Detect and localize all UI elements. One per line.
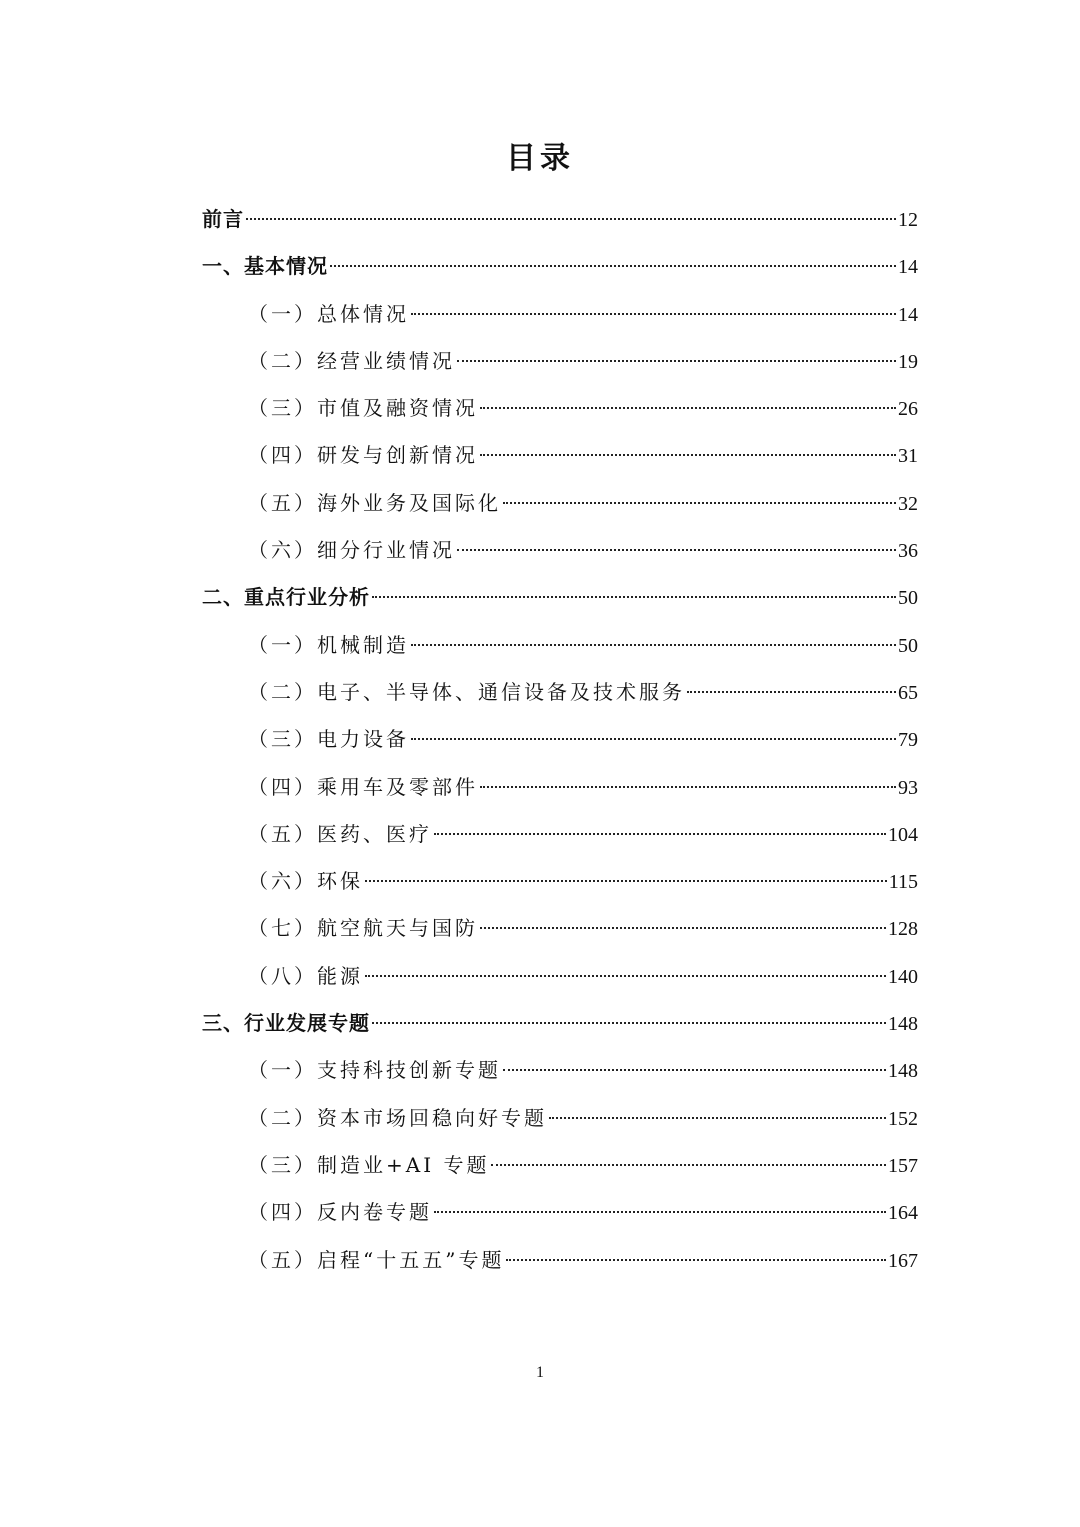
dot-leader <box>365 880 887 882</box>
toc-entry-label: 一、基本情况 <box>202 254 328 279</box>
dot-leader <box>549 1117 886 1119</box>
toc-entry <box>202 243 918 290</box>
toc-entry-page: 19 <box>898 350 918 373</box>
toc-entry <box>202 1142 918 1189</box>
toc-entry <box>202 574 918 621</box>
toc-entry-page: 115 <box>888 871 918 894</box>
table-of-contents <box>202 196 918 1284</box>
dot-leader <box>687 691 896 693</box>
toc-entry-page: 12 <box>898 209 918 231</box>
toc-entry-label: （一）机械制造 <box>248 632 409 657</box>
toc-title: 目录 <box>506 141 574 176</box>
toc-entry <box>202 480 918 527</box>
toc-entry-label: （一）支持科技创新专题 <box>248 1058 501 1083</box>
dot-leader <box>457 360 896 362</box>
toc-entry-page: 148 <box>888 1060 918 1083</box>
toc-entry <box>202 291 918 338</box>
toc-entry <box>202 953 918 1000</box>
toc-entry-page: 167 <box>888 1249 918 1272</box>
toc-entry <box>202 527 918 574</box>
toc-entry-page: 157 <box>888 1154 918 1177</box>
dot-leader <box>491 1164 886 1166</box>
toc-entry-page: 31 <box>898 445 918 468</box>
dot-leader <box>503 502 896 504</box>
toc-entry-label: （八）能源 <box>248 963 363 988</box>
toc-entry-page: 14 <box>898 256 918 279</box>
dot-leader <box>372 596 896 598</box>
dot-leader <box>503 1069 886 1071</box>
dot-leader <box>506 1259 886 1261</box>
toc-entry-page: 104 <box>888 823 918 846</box>
toc-entry-label: （四）乘用车及零部件 <box>248 774 478 799</box>
toc-entry-label: （四）研发与创新情况 <box>248 443 478 468</box>
toc-entry-label: （五）医药、医疗 <box>248 821 432 846</box>
toc-entry-label: （六）环保 <box>248 869 363 894</box>
toc-entry-label: （二）电子、半导体、通信设备及技术服务 <box>248 679 685 704</box>
toc-entry-page: 93 <box>898 776 918 799</box>
toc-entry-label: （三）电力设备 <box>248 727 409 752</box>
toc-entry-label: （二）资本市场回稳向好专题 <box>248 1105 547 1130</box>
dot-leader <box>330 265 896 267</box>
dot-leader <box>365 975 886 977</box>
toc-entry <box>202 1047 918 1094</box>
toc-entry-page: 65 <box>898 681 918 704</box>
dot-leader <box>457 549 896 551</box>
toc-entry <box>202 764 918 811</box>
dot-leader <box>434 833 886 835</box>
toc-entry-page: 50 <box>898 587 918 610</box>
dot-leader <box>434 1211 886 1213</box>
toc-entry-page: 50 <box>898 634 918 657</box>
toc-entry <box>202 669 918 716</box>
toc-entry <box>202 1000 918 1047</box>
toc-entry <box>202 1095 918 1142</box>
toc-entry <box>202 905 918 952</box>
toc-entry-page: 164 <box>888 1202 918 1225</box>
toc-entry-label: （二）经营业绩情况 <box>248 348 455 373</box>
dot-leader <box>480 407 896 409</box>
toc-entry-page: 32 <box>898 492 918 515</box>
dot-leader <box>246 218 896 220</box>
toc-entry-page: 36 <box>898 540 918 563</box>
toc-entry <box>202 858 918 905</box>
toc-entry <box>202 1237 918 1284</box>
dot-leader <box>480 454 896 456</box>
toc-entry <box>202 338 918 385</box>
dot-leader <box>411 313 896 315</box>
toc-entry-label: （六）细分行业情况 <box>248 538 455 563</box>
dot-leader <box>480 786 896 788</box>
toc-entry-label: （七）航空航天与国防 <box>248 916 478 941</box>
toc-entry <box>202 622 918 669</box>
dot-leader <box>411 738 896 740</box>
toc-entry-page: 148 <box>888 1013 918 1036</box>
toc-entry <box>202 716 918 763</box>
toc-entry <box>202 385 918 432</box>
toc-entry-label: （三）制造业+AI 专题 <box>248 1152 490 1177</box>
dot-leader <box>372 1022 886 1024</box>
toc-entry-page: 152 <box>888 1107 918 1130</box>
toc-entry <box>202 1189 918 1236</box>
toc-entry <box>202 811 918 858</box>
toc-entry-label: （五）海外业务及国际化 <box>248 490 501 515</box>
toc-entry-label: （四）反内卷专题 <box>248 1200 432 1225</box>
dot-leader <box>480 927 886 929</box>
toc-entry-label: （五）启程“十五五”专题 <box>248 1247 505 1272</box>
toc-entry <box>202 432 918 479</box>
toc-entry-label: 二、重点行业分析 <box>202 585 370 610</box>
toc-entry-page: 26 <box>898 398 918 421</box>
toc-entry <box>202 196 918 243</box>
toc-entry-label: （一）总体情况 <box>248 301 409 326</box>
toc-entry-page: 79 <box>898 729 918 752</box>
dot-leader <box>411 644 896 646</box>
toc-entry-label: 前言 <box>202 207 244 231</box>
toc-entry-page: 140 <box>888 965 918 988</box>
toc-entry-label: 三、行业发展专题 <box>202 1011 370 1036</box>
page-number: 1 <box>536 1364 544 1381</box>
toc-entry-page: 14 <box>898 303 918 326</box>
toc-entry-page: 128 <box>888 918 918 941</box>
toc-entry-label: （三）市值及融资情况 <box>248 396 478 421</box>
